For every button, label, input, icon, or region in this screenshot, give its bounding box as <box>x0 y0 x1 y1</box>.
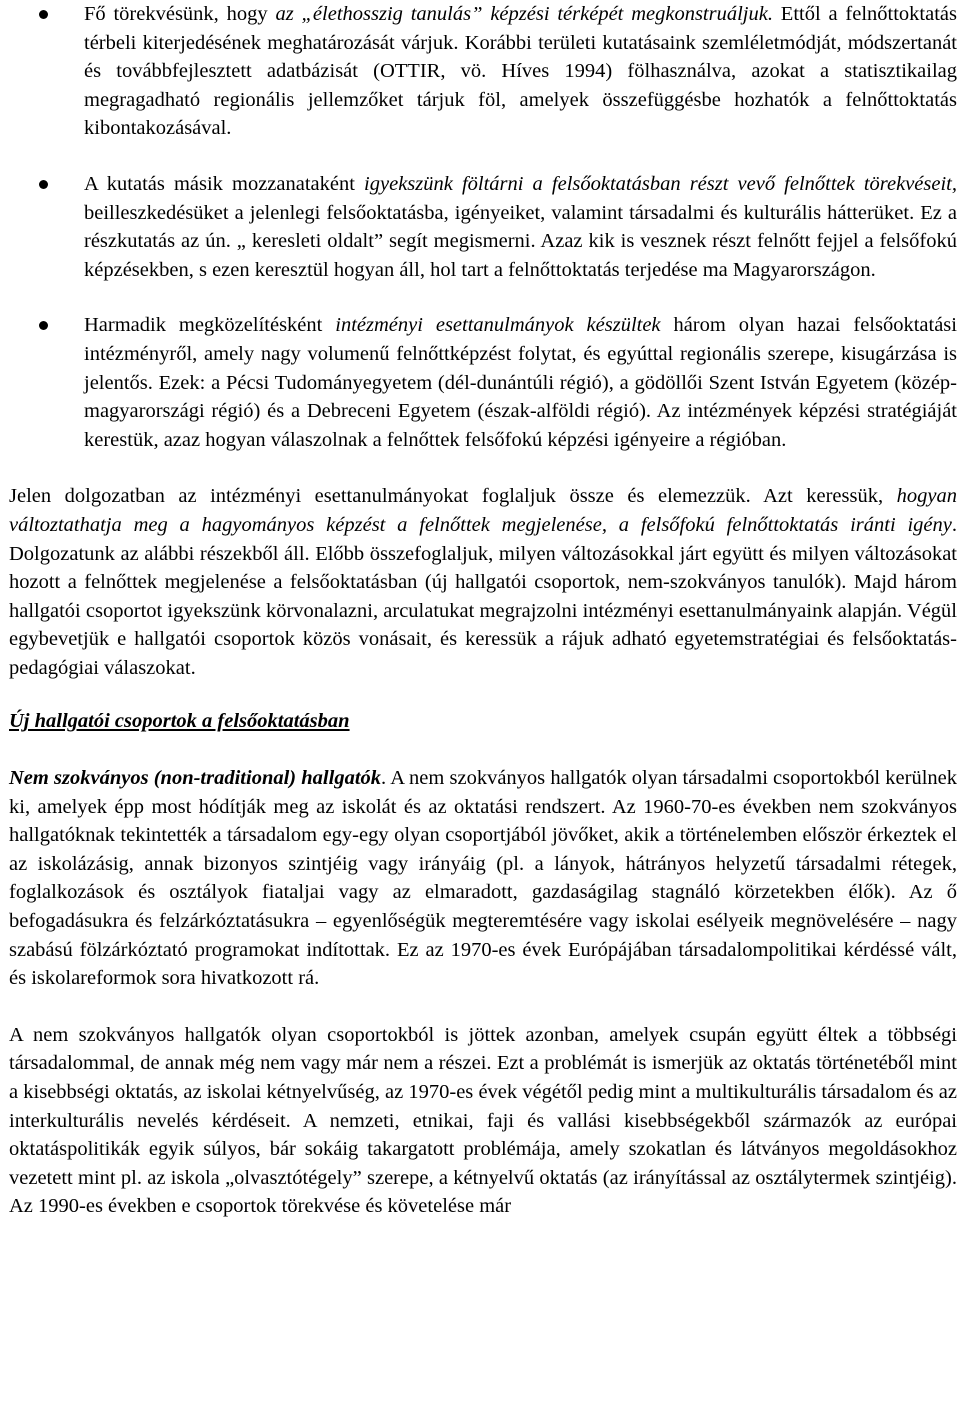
paragraph-lead-term: Nem szokványos (non-traditional) hallgatók <box>9 767 382 790</box>
paragraph-text: . A nem szokványos hallgatók olyan társadalmi csoportokból kerülnek ki, amelyek épp most hódítják meg az iskolát és az oktatási rendszert. Az 1960-70-es években nem szokványos hallgatóknak tekintették a társadalom egy-egy olyan csoportjából jövőket, akik a történelemben először érkeztek el az iskolázásig, annak bizonyos szintjéig vagy irányáig (pl. a lányok, hátrányos helyzetű társadalmi rétegek, foglalkozások és osztályok fiataljai vagy az elmaradott, gazdaságilag stagnáló körzetekben élők). Az ő befogadásukra és felzárkóztatásukra – egyenlőségük megteremtésére vagy iskolai esélyeik megnövelésére – nagy szabású fölzárkóztató programokat indítottak. Ez az 1970-es évek Európájában társadalompolitikai kérdéssé vált, és iskolareformok sora hivatkozott rá. <box>9 767 957 990</box>
bullet-text-italic: intézményi esettanulmányok készültek <box>335 314 661 337</box>
bullet-text: A kutatás másik mozzanataként <box>84 172 365 195</box>
paragraph-text: Jelen dolgozatban az intézményi esettanulmányokat foglaljuk össze és elemezzük. Azt keressük, <box>9 485 897 508</box>
bullet-text: Harmadik megközelítésként <box>84 314 336 337</box>
bullet-dot <box>39 10 48 19</box>
paragraph-text: . Dolgozatunk az alábbi részekből áll. Előbb összefoglaljuk, milyen változásokkal járt együtt és milyen változásokat hozott a felnőttek megjelenése a felsőoktatásban (új hallgatói csoportok, nem-szokványos tanulók). Majd három hallgatói csoportot igyekszünk körvonalazni, arculatukat megrajzolni intézményi esettanulmányaink alapján. Végül egybevetjük e hallgatói csoportok közös vonásait, és keressük a rájuk adható egyetemstratégiai és felsőoktatás-pedagógiai válaszokat. <box>9 513 957 679</box>
bullet-text: Fő törekvésünk, hogy <box>84 3 276 25</box>
bullet-item-lifelong-learning-map <box>9 0 957 143</box>
bullet-item-institutional-case-studies <box>9 311 957 454</box>
bullet-dot <box>39 321 48 330</box>
minority-groups-paragraph: A nem szokványos hallgatók olyan csoportokból is jöttek azonban, amelyek csupán együtt éltek a többségi társadalommal, de annak még nem vagy már nem a részei. Ezt a problémát is ismerjük az oktatás történetéből mint a kisebbségi oktatás, az iskolai kétnyelvűség, az 1970-es évek végétől pedig mint a multikulturális társadalom és az interkulturális nevelés kérdéseit. A nemzeti, etnikai, faji és vallási kisebbségekből származók az európai oktatáspolitikák egyik súlyos, bár sokáig takargatott problémája, amely szokatlan és látványos megoldásokhoz vezetett mint pl. az iskola „olvasztótégely” szerepe, a kétnyelvű oktatás (az irányítással az osztálytermek szintjéig). Az 1990-es években e csoportok törekvése és követelése már <box>9 1023 957 1218</box>
bullet-text: beilleszkedésüket a jelenlegi felsőoktatásba, igényeiket, valamint társadalmi és kulturális hátterüket. Ez a részkutatás az ún. „ keresleti oldalt” segít megismerni. Azaz kik is vesznek részt felnőtt fejjel a felsőfokú képzésekben, s ezen keresztül hogyan áll, hol tart a felnőttoktatás terjedése ma Magyarországon. <box>84 201 957 281</box>
bullet-dot <box>39 180 48 189</box>
bullet-text: három olyan hazai felsőoktatási intézményről, amely nagy volumenű felnőttképzést folytat, és egyúttal regionális szerepe, kisugárzása is jelentős. Ezek: a Pécsi Tudományegyetem (dél-dunántúli régió), a gödöllői Szent István Egyetem (közép-magyarországi régió) és a Debreceni Egyetem (észak-alföldi régió). Az intézmények képzési stratégiáját kerestük, azaz hogyan válaszolnak a felnőttek felsőfokú képzési igényeire a régióban. <box>84 314 957 451</box>
bullet-text-italic: igyekszünk föltárni a felsőoktatásban részt vevő felnőttek törekvéseit, <box>364 172 957 195</box>
document-page <box>9 0 957 1221</box>
nontraditional-students-paragraph <box>9 764 957 993</box>
bullet-item-adult-students-research <box>9 170 957 284</box>
paragraph-text-italic: hogyan változtathatja meg a hagyományos képzést a felnőttek megjelenése, a felsőfokú felnőttoktatás iránti igény <box>9 485 957 536</box>
section-heading: Új hallgatói csoportok a felsőoktatásban <box>9 710 350 733</box>
intro-paragraph <box>9 482 957 682</box>
bullet-list <box>9 0 957 454</box>
bullet-text-italic: az „élethosszig tanulás” képzési térképét megkonstruáljuk. <box>275 3 773 25</box>
bullet-text: Ettől a felnőttoktatás térbeli kiterjedésének meghatározását várjuk. Korábbi területi kutatásaink szemléletmódját, módszertanát és továbbfejlesztett adatbázisát (OTTIR, vö. Híves 1994) fölhasználva, azokat a statisztikailag megragadható regionális jellemzőket tárjuk föl, amelyek összefüggésbe hozhatók a felnőttoktatás kibontakozásával. <box>84 3 957 140</box>
